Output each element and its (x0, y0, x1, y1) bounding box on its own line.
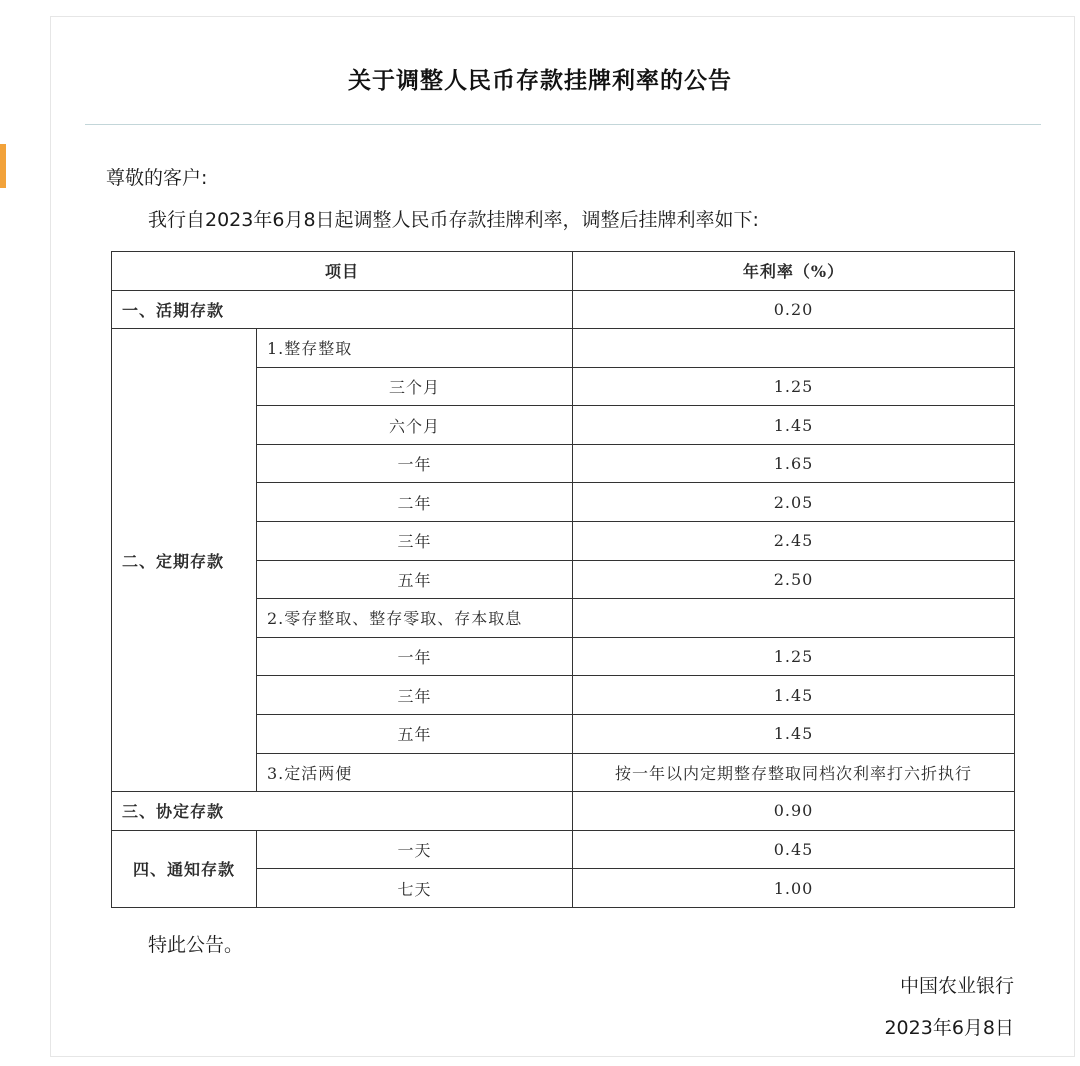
table-row (112, 290, 1015, 329)
rate-table (111, 251, 1015, 908)
rate-flexible: 按一年以内定期整存整取同档次利率打六折执行 (573, 753, 1015, 792)
rate-cell: 1.25 (573, 637, 1015, 676)
table-row (112, 792, 1015, 831)
rate-cell: 1.45 (573, 406, 1015, 445)
term-cell: 六个月 (257, 406, 573, 445)
notice-title: 关于调整人民币存款挂牌利率的公告 (348, 68, 732, 94)
term-cell: 二年 (257, 483, 573, 522)
signer: 中国农业银行 (899, 975, 1014, 997)
closing-line: 特此公告。 (148, 934, 244, 956)
term-cell: 一年 (257, 637, 573, 676)
rate-cell: 1.00 (573, 869, 1015, 908)
rate-cell: 1.45 (573, 676, 1015, 715)
rate-cell: 1.25 (573, 367, 1015, 406)
header-item: 项目 (112, 252, 573, 291)
rate-cell: 1.65 (573, 444, 1015, 483)
notice-date: 2023年6月8日 (884, 1017, 1014, 1039)
side-tab-marker (0, 144, 6, 188)
rate-cell: 0.45 (573, 830, 1015, 869)
rate-cell: 2.50 (573, 560, 1015, 599)
table-row (112, 830, 1015, 869)
category-notice-deposit: 四、通知存款 (112, 830, 257, 907)
subcategory-installment: 2.零存整取、整存零取、存本取息 (257, 599, 573, 638)
subcategory-lump-sum: 1.整存整取 (257, 329, 573, 368)
header-rate: 年利率（%） (573, 252, 1015, 291)
salutation: 尊敬的客户: (106, 167, 208, 189)
term-cell: 三年 (257, 522, 573, 561)
category-demand: 一、活期存款 (112, 290, 573, 329)
term-cell: 七天 (257, 869, 573, 908)
term-cell: 五年 (257, 560, 573, 599)
rate-cell: 1.45 (573, 714, 1015, 753)
table-header-row (112, 252, 1015, 291)
term-cell: 三个月 (257, 367, 573, 406)
intro-paragraph: 我行自2023年6月8日起调整人民币存款挂牌利率，调整后挂牌利率如下: (148, 209, 759, 231)
term-cell: 三年 (257, 676, 573, 715)
rate-demand: 0.20 (573, 290, 1015, 329)
category-agreement: 三、协定存款 (112, 792, 573, 831)
rate-agreement: 0.90 (573, 792, 1015, 831)
category-time: 二、定期存款 (112, 329, 257, 792)
rate-cell: 2.05 (573, 483, 1015, 522)
term-cell: 五年 (257, 714, 573, 753)
table-row (112, 329, 1015, 368)
subcategory-flexible: 3.定活两便 (257, 753, 573, 792)
title-divider (85, 124, 1041, 125)
term-cell: 一天 (257, 830, 573, 869)
rate-cell: 2.45 (573, 522, 1015, 561)
term-cell: 一年 (257, 444, 573, 483)
